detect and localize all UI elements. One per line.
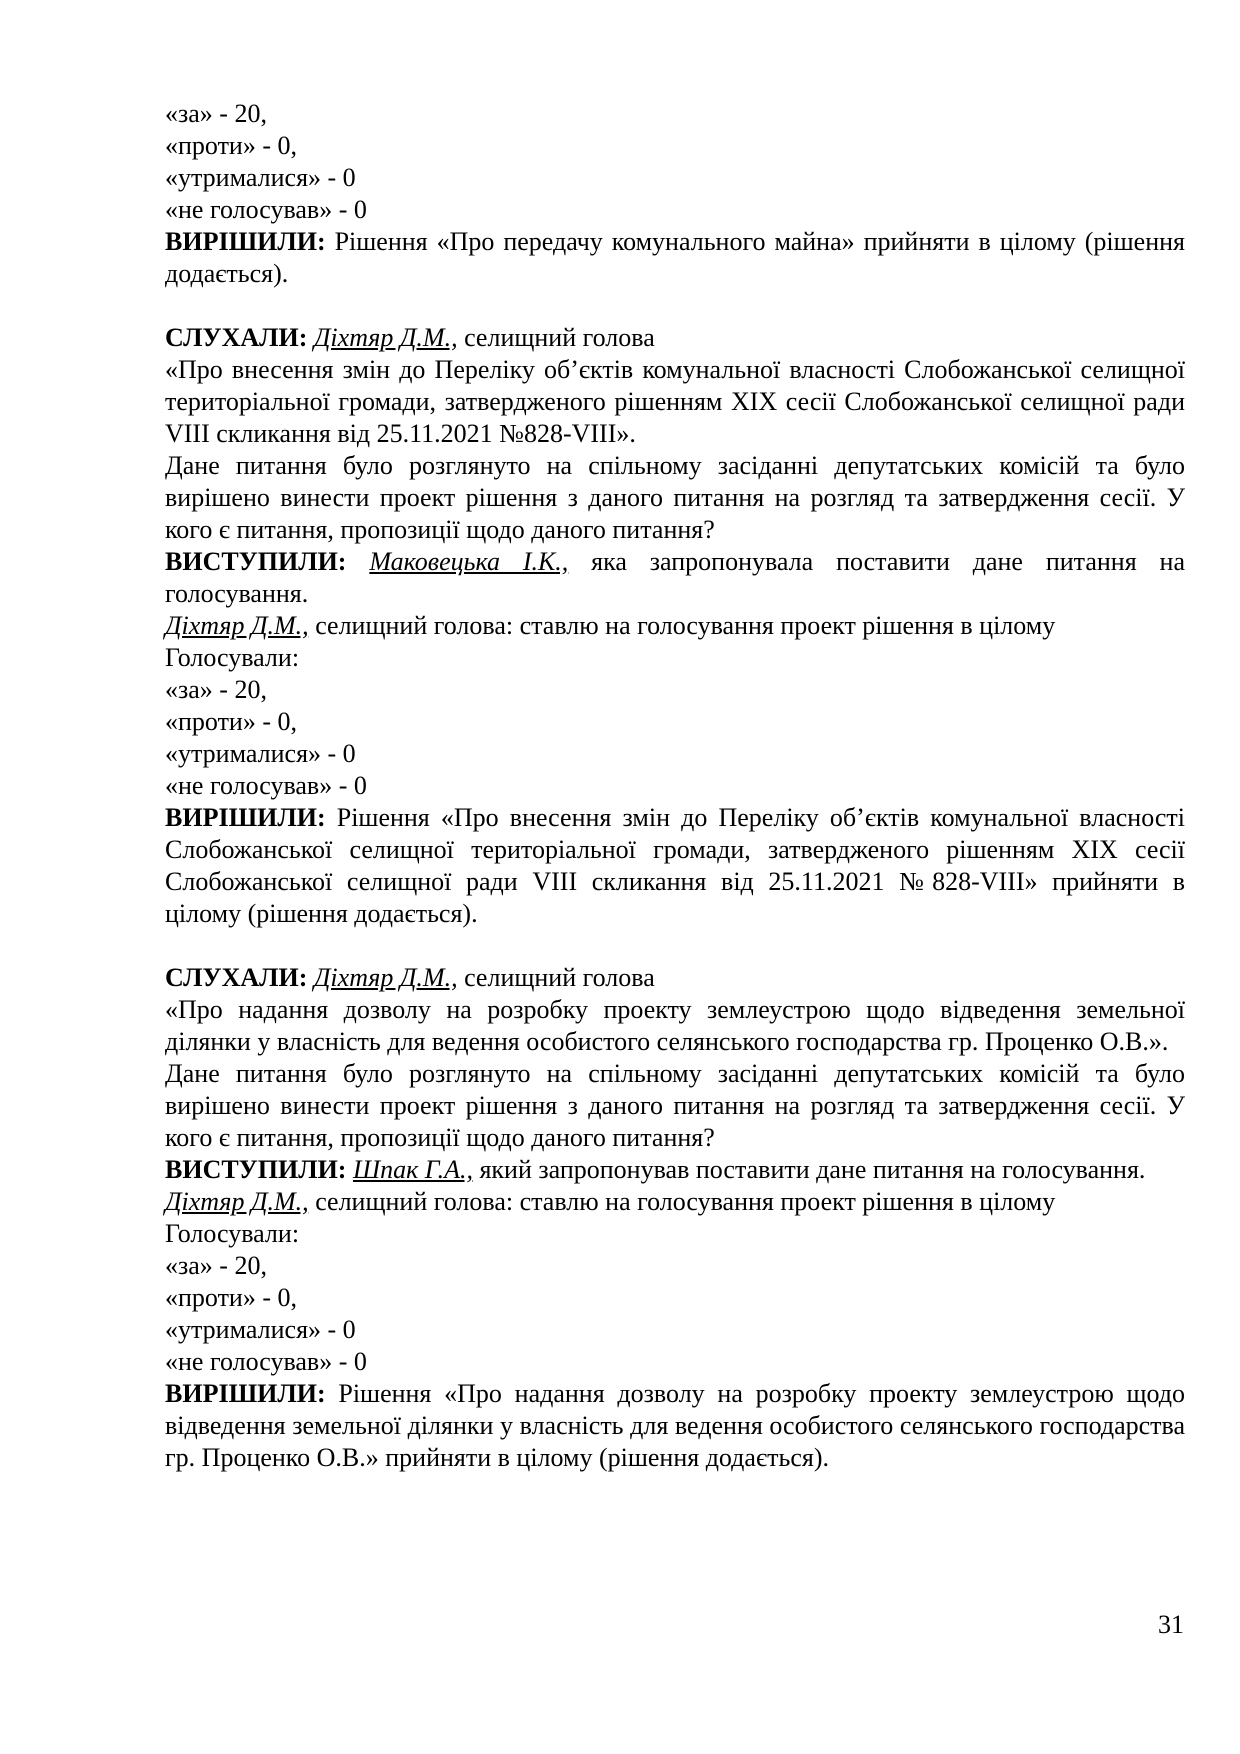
decision-paragraph <box>165 1378 1185 1474</box>
vote-none: «не голосував» - 0 <box>165 195 367 224</box>
spacer <box>165 290 1185 322</box>
vote-for: «за» - 20, <box>165 1251 267 1280</box>
chair-person: Діхтяр Д.М., <box>165 1187 309 1216</box>
agenda-item-2 <box>165 962 1185 1474</box>
spoke-text: яка запропонувала поставити дане питання на голосування. <box>165 547 1185 608</box>
vote-against: «проти» - 0, <box>165 707 298 736</box>
decision-paragraph <box>165 802 1185 930</box>
vote-for: «за» - 20, <box>165 99 267 128</box>
document-page <box>165 98 1185 1474</box>
vote-abstain: «утрималися» - 0 <box>165 1315 356 1344</box>
discussion-paragraph: Дане питання було розглянуто на спільному засіданні депутатських комісій та було вирішено винести проект рішення з даного питання на розгляд та затвердження сесії. У кого є питання, пропозиції щодо даного питання? <box>165 451 1185 544</box>
chair-person: Діхтяр Д.М., <box>165 611 309 640</box>
voted-label: Голосували: <box>165 643 300 672</box>
decided-label: ВИРІШИЛИ: <box>165 1379 326 1408</box>
vote-abstain: «утрималися» - 0 <box>165 739 356 768</box>
spoke-paragraph <box>165 546 1185 610</box>
spoke-person: Маковецька І.К., <box>369 547 569 576</box>
heard-role: селищний голова <box>457 963 655 992</box>
spacer <box>165 930 1185 962</box>
spoke-label: ВИСТУПИЛИ: <box>165 1155 347 1184</box>
voted-label: Голосували: <box>165 1219 300 1248</box>
decision-paragraph <box>165 226 1185 290</box>
vote-none: «не голосував» - 0 <box>165 771 367 800</box>
vote-none: «не голосував» - 0 <box>165 1347 367 1376</box>
heard-label: СЛУХАЛИ: <box>165 323 308 352</box>
topic-paragraph: «Про внесення змін до Переліку об’єктів комунальної власності Слобожанської селищної територіальної громади, затвердженого рішенням XIX сесії Слобожанської селищної ради VIII скликання від 25.11.2021 №828-VIII». <box>165 355 1185 448</box>
discussion-paragraph: Дане питання було розглянуто на спільному засіданні депутатських комісій та було вирішено винести проект рішення з даного питання на розгляд та затвердження сесії. У кого є питання, пропозиції щодо даного питання? <box>165 1059 1185 1152</box>
agenda-item-1 <box>165 322 1185 930</box>
vote-abstain: «утрималися» - 0 <box>165 163 356 192</box>
chair-text: селищний голова: ставлю на голосування проект рішення в цілому <box>308 611 1056 640</box>
decided-text: Рішення «Про передачу комунального майна» прийняти в цілому (рішення додається). <box>165 227 1185 288</box>
spoke-person: Шпак Г.А., <box>352 1155 473 1184</box>
decided-label: ВИРІШИЛИ: <box>165 803 326 832</box>
vote-block-0 <box>165 98 1185 290</box>
chair-line <box>165 1186 1185 1218</box>
chair-line <box>165 610 1185 642</box>
heard-person: Діхтяр Д.М., <box>313 323 458 352</box>
spoke-text: який запропонував поставити дане питання на голосування. <box>472 1155 1146 1184</box>
page-number: 31 <box>1158 1610 1184 1639</box>
chair-text: селищний голова: ставлю на голосування проект рішення в цілому <box>308 1187 1056 1216</box>
spoke-label: ВИСТУПИЛИ: <box>165 547 347 576</box>
decided-label: ВИРІШИЛИ: <box>165 227 326 256</box>
spoke-paragraph <box>165 1154 1185 1186</box>
topic-paragraph: «Про надання дозволу на розробку проекту землеустрою щодо відведення земельної ділянки у власність для ведення особистого селянського господарства гр. Проценко О.В.». <box>165 995 1185 1056</box>
vote-for: «за» - 20, <box>165 675 267 704</box>
decided-text: Рішення «Про внесення змін до Переліку об’єктів комунальної власності Слобожанської селищної територіальної громади, затвердженого рішенням XIX сесії Слобожанської селищної ради VIII скликання від 25.11.2021 №828-VIII» прийняти в цілому (рішення додається). <box>165 803 1185 928</box>
heard-person: Діхтяр Д.М., <box>313 963 458 992</box>
decided-text: Рішення «Про надання дозволу на розробку проекту землеустрою щодо відведення земельної ділянки у власність для ведення особистого селянського господарства гр. Проценко О.В.» прийняти в цілому (рішення додається). <box>165 1379 1185 1472</box>
vote-against: «проти» - 0, <box>165 1283 298 1312</box>
vote-against: «проти» - 0, <box>165 131 298 160</box>
heard-line <box>165 962 1185 994</box>
heard-line <box>165 322 1185 354</box>
heard-role: селищний голова <box>457 323 655 352</box>
heard-label: СЛУХАЛИ: <box>165 963 308 992</box>
